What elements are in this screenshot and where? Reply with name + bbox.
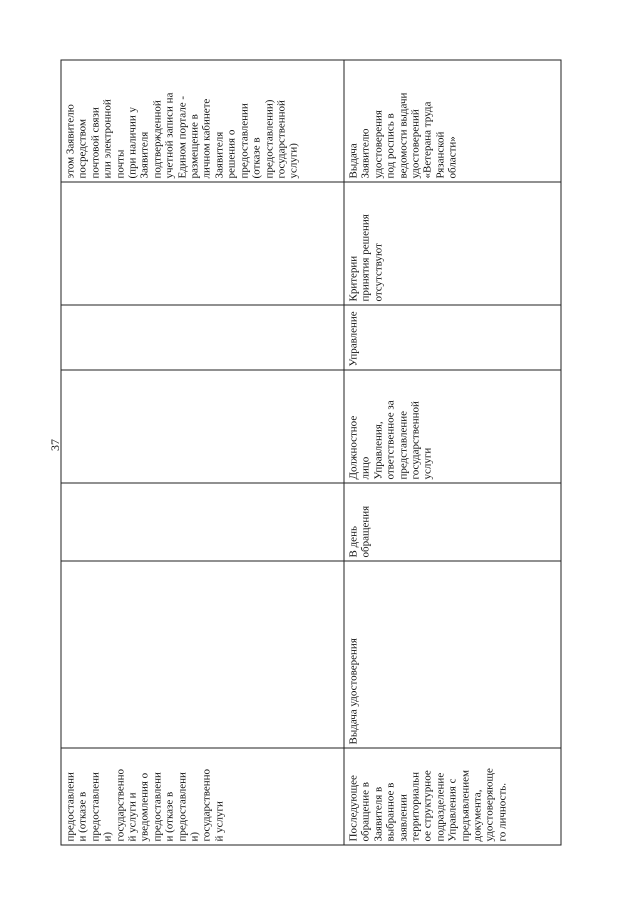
cell-r2-c6: Критерии принятия решения отсутствуют [344, 182, 561, 305]
cell-r2-c3: В день обращения [344, 483, 561, 561]
cell-r1-c4 [61, 370, 344, 483]
cell-r1-c1: предоставлени и (отказе в предоставлени и) государственно й услуги и уведомления о предоставлени и (отказе в предоставлени и) государственно й услуги [61, 748, 344, 845]
rotated-table-frame [60, 60, 560, 845]
cell-r2-c1: Последующее обращение в Заявителя в выбранное в заявлении территориальн ое структурное подразделение Управления с предъявлением документа, удостоверяюще го личность. [344, 748, 561, 845]
cell-r1-c7: этом Заявителю посредством почтовой связи или электронной почты (при наличии у Заявителя подтвержденной учетной записи на Едином портале - размещение в личном кабинете Заявителя решения о предоставлении (отказе в предоставлении) государственной услуги) [61, 60, 344, 182]
procedure-table [60, 59, 561, 845]
page-number: 37 [48, 439, 62, 451]
cell-r1-c6 [61, 182, 344, 305]
table-row [344, 60, 561, 845]
table-row [61, 60, 344, 845]
table-container [60, 60, 560, 845]
cell-r2-c5: Управление [344, 305, 561, 370]
cell-r2-c7: Выдача Заявителю удостоверения под роспись в ведомости выдачи удостоверений «Ветерана труда Рязанской области» [344, 60, 561, 182]
cell-r1-c2 [61, 561, 344, 748]
cell-r1-c3 [61, 483, 344, 561]
cell-r2-c2: Выдача удостоверения [344, 561, 561, 748]
cell-r2-c4: Должностное лицо Управления, ответственное за представление государственной услуги [344, 370, 561, 483]
cell-r1-c5 [61, 305, 344, 370]
